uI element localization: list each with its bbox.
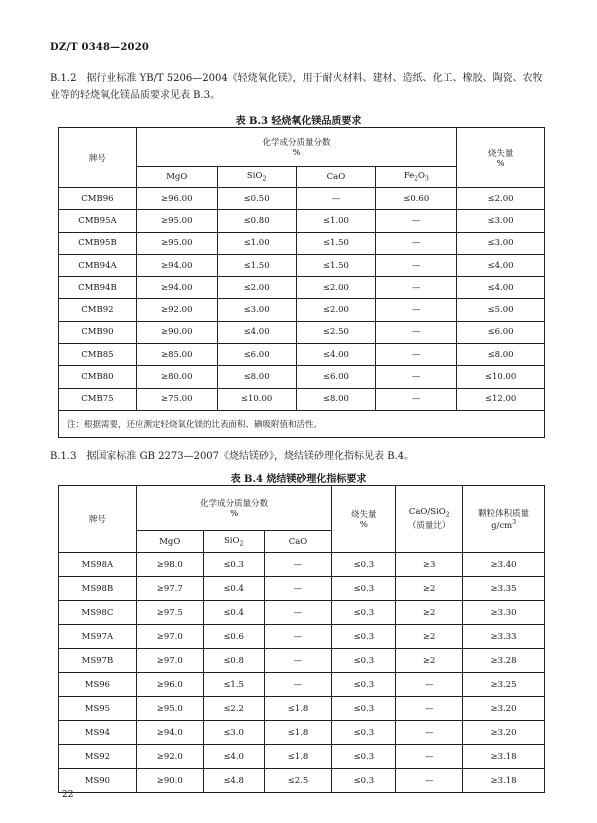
table-cell: ≤0.3 [332, 625, 396, 649]
table-cell: — [376, 232, 457, 254]
col-chem-group-header: 化学成分质量分数 % [136, 486, 332, 531]
table-cell: — [376, 366, 457, 388]
section-number: B.1.3 [50, 451, 77, 462]
table-cell: MS92 [59, 745, 137, 769]
table-cell: ≤0.60 [376, 188, 457, 210]
table-cell: MS98C [59, 601, 137, 625]
page-number: 22 [62, 790, 74, 800]
table-cell: ≤8.00 [296, 388, 376, 410]
table-cell: ≤6.00 [457, 321, 545, 343]
table-b4-caption: 表 B.4 烧结镁砂理化指标要求 [230, 474, 367, 485]
table-row [59, 673, 545, 697]
table-cell: ≤1.8 [264, 721, 332, 745]
table-row [59, 188, 545, 210]
section-number: B.1.2 [50, 73, 77, 84]
table-cell: ≤2.00 [296, 277, 376, 299]
table-cell: CMB92 [59, 299, 137, 321]
table-cell: ≥92.0 [136, 745, 203, 769]
table-cell: ≤12.00 [457, 388, 545, 410]
table-row [59, 577, 545, 601]
table-cell: ≤1.8 [264, 697, 332, 721]
col-brand-header: 牌号 [59, 486, 137, 553]
table-cell: ≤6.00 [296, 366, 376, 388]
table-cell: MS97A [59, 625, 137, 649]
table-cell: ≤3.0 [203, 721, 264, 745]
table-cell: ≤0.4 [203, 601, 264, 625]
table-cell: ≤0.3 [332, 697, 396, 721]
table-cell: ≤1.50 [296, 232, 376, 254]
table-row [59, 388, 545, 410]
table-cell: ≥97.7 [136, 577, 203, 601]
table-cell: ≤0.3 [332, 601, 396, 625]
table-cell: ≥75.00 [136, 388, 217, 410]
table-cell: ≥95.0 [136, 697, 203, 721]
table-row [59, 366, 545, 388]
col-ratio-header: CaO/SiO$_2$ （质量比） [396, 486, 463, 553]
table-cell: — [396, 673, 463, 697]
table-cell: ≤4.00 [457, 254, 545, 276]
table-cell: CMB95B [59, 232, 137, 254]
table-cell: ≥94.00 [136, 254, 217, 276]
table-cell: ≤0.4 [203, 577, 264, 601]
col-fe2o3-header: $Fe_2O_3$ [376, 167, 457, 188]
table-cell: — [264, 553, 332, 577]
table-cell: CMB94B [59, 277, 137, 299]
table-cell: — [296, 188, 376, 210]
table-row [59, 649, 545, 673]
table-cell: ≥3.20 [463, 697, 545, 721]
table-cell: — [396, 769, 463, 793]
table-cell: ≥97.0 [136, 649, 203, 673]
table-cell: CMB94A [59, 254, 137, 276]
table-cell: ≤0.3 [203, 553, 264, 577]
table-cell: ≥3.25 [463, 673, 545, 697]
table-cell: ≤0.50 [217, 188, 296, 210]
table-cell: ≥94.0 [136, 721, 203, 745]
table-b3-note: 注：根据需要，还应测定轻烧氧化镁的比表面积、碘吸附值和活性。 [59, 410, 545, 437]
table-row [59, 697, 545, 721]
col-sio2-header: SiO$_2$ [203, 531, 264, 553]
table-cell: — [376, 277, 457, 299]
table-row [59, 254, 545, 276]
table-cell: — [376, 321, 457, 343]
col-loss-header: 烧失量 % [332, 486, 396, 553]
document-header: DZ/T 0348—2020 [50, 42, 150, 53]
table-cell: ≥92.00 [136, 299, 217, 321]
table-cell: ≤4.00 [217, 321, 296, 343]
section-b-1-3 [50, 448, 550, 465]
table-b3-caption: 表 B.3 轻烧氧化镁品质要求 [235, 116, 362, 127]
table-cell: ≤10.00 [457, 366, 545, 388]
table-cell: ≥94.00 [136, 277, 217, 299]
table-cell: MS94 [59, 721, 137, 745]
table-cell: — [396, 721, 463, 745]
table-cell: — [264, 577, 332, 601]
table-cell: ≥97.0 [136, 625, 203, 649]
table-row [59, 299, 545, 321]
table-cell: ≥3.35 [463, 577, 545, 601]
table-cell: ≥85.00 [136, 344, 217, 366]
table-cell: ≥2 [396, 601, 463, 625]
table-cell: ≤1.00 [217, 232, 296, 254]
table-cell: ≥3.30 [463, 601, 545, 625]
table-cell: ≤0.3 [332, 745, 396, 769]
table-cell: — [376, 344, 457, 366]
table-cell: ≥96.0 [136, 673, 203, 697]
table-cell: ≥80.00 [136, 366, 217, 388]
table-cell: ≤2.2 [203, 697, 264, 721]
table-b4 [58, 485, 545, 793]
table-cell: ≥3.28 [463, 649, 545, 673]
table-cell: ≤2.5 [264, 769, 332, 793]
table-cell: ≤0.3 [332, 769, 396, 793]
table-cell: ≤1.50 [217, 254, 296, 276]
table-cell: ≤3.00 [457, 210, 545, 232]
col-cao-header: CaO [264, 531, 332, 553]
table-cell: ≤8.00 [217, 366, 296, 388]
table-cell: ≥95.00 [136, 210, 217, 232]
table-cell: — [264, 649, 332, 673]
table-cell: ≤0.80 [217, 210, 296, 232]
table-cell: CMB85 [59, 344, 137, 366]
table-row [59, 601, 545, 625]
table-cell: — [396, 697, 463, 721]
col-cao-header: CaO [296, 167, 376, 188]
col-loss-header: 烧失量 % [457, 128, 545, 188]
table-row [59, 344, 545, 366]
table-row [59, 769, 545, 793]
table-cell: ≤0.8 [203, 649, 264, 673]
col-density-header: 颗粒体积质量 $g/cm^3$ [463, 486, 545, 553]
table-cell: ≤10.00 [217, 388, 296, 410]
table-cell: MS98A [59, 553, 137, 577]
table-cell: — [264, 601, 332, 625]
table-cell: ≥3.33 [463, 625, 545, 649]
table-cell: ≤4.00 [296, 344, 376, 366]
table-b3 [58, 127, 545, 438]
table-cell: CMB90 [59, 321, 137, 343]
table-cell: ≤1.5 [203, 673, 264, 697]
table-cell: — [264, 625, 332, 649]
table-cell: ≥95.00 [136, 232, 217, 254]
table-cell: ≥3.40 [463, 553, 545, 577]
table-cell: ≤2.00 [296, 299, 376, 321]
table-row [59, 232, 545, 254]
table-cell: ≤0.3 [332, 721, 396, 745]
table-cell: ≤2.00 [217, 277, 296, 299]
table-cell: CMB96 [59, 188, 137, 210]
table-cell: ≤4.8 [203, 769, 264, 793]
table-row [59, 745, 545, 769]
table-cell: — [396, 745, 463, 769]
table-cell: ≥3.18 [463, 769, 545, 793]
table-cell: MS96 [59, 673, 137, 697]
table-cell: ≥97.5 [136, 601, 203, 625]
section-text: 据行业标准 YB/T 5206—2004《轻烧氧化镁》，用于耐火材料、建材、造纸、化工、橡胶、陶瓷、农牧业等的轻烧氧化镁品质要求见表 B.3。 [50, 73, 543, 101]
table-cell: ≤1.00 [296, 210, 376, 232]
table-row [59, 721, 545, 745]
table-cell: ≤8.00 [457, 344, 545, 366]
table-cell: ≥96.00 [136, 188, 217, 210]
table-cell: ≤0.3 [332, 649, 396, 673]
table-cell: MS97B [59, 649, 137, 673]
col-brand-header: 牌号 [59, 128, 137, 188]
table-cell: ≥90.00 [136, 321, 217, 343]
table-row [59, 321, 545, 343]
table-cell: MS95 [59, 697, 137, 721]
table-cell: — [264, 673, 332, 697]
table-cell: CMB75 [59, 388, 137, 410]
table-cell: ≥90.0 [136, 769, 203, 793]
table-row [59, 625, 545, 649]
table-cell: ≥3 [396, 553, 463, 577]
table-cell: — [376, 210, 457, 232]
col-sio2-header: SiO$_2$ [217, 167, 296, 188]
table-cell: ≤4.00 [457, 277, 545, 299]
table-cell: ≤2.50 [296, 321, 376, 343]
table-cell: ≤3.00 [457, 232, 545, 254]
table-cell: — [376, 254, 457, 276]
table-cell: ≥2 [396, 649, 463, 673]
table-cell: CMB95A [59, 210, 137, 232]
table-row [59, 553, 545, 577]
section-b-1-2 [50, 70, 550, 104]
table-cell: ≤0.6 [203, 625, 264, 649]
table-cell: CMB80 [59, 366, 137, 388]
table-cell: MS90 [59, 769, 137, 793]
table-cell: ≤1.50 [296, 254, 376, 276]
table-cell: ≥2 [396, 577, 463, 601]
table-cell: ≤1.8 [264, 745, 332, 769]
table-cell: ≤0.3 [332, 553, 396, 577]
table-row [59, 210, 545, 232]
table-cell: ≤3.00 [217, 299, 296, 321]
table-cell: ≤2.00 [457, 188, 545, 210]
col-mgo-header: MgO [136, 531, 203, 553]
section-text: 据国家标准 GB 2273—2007《烧结镁砂》，烧结镁砂理化指标见表 B.4。 [86, 451, 415, 462]
table-cell: MS98B [59, 577, 137, 601]
table-cell: ≥98.0 [136, 553, 203, 577]
table-cell: — [376, 388, 457, 410]
table-cell: ≤4.0 [203, 745, 264, 769]
table-cell: ≤0.3 [332, 673, 396, 697]
col-mgo-header: MgO [136, 167, 217, 188]
col-chem-group-header: 化学成分质量分数 % [136, 128, 456, 167]
table-cell: — [376, 299, 457, 321]
table-cell: ≥2 [396, 625, 463, 649]
table-cell: ≥3.18 [463, 745, 545, 769]
table-cell: ≥3.20 [463, 721, 545, 745]
table-cell: ≤0.3 [332, 577, 396, 601]
table-cell: ≤6.00 [217, 344, 296, 366]
table-row [59, 277, 545, 299]
table-cell: ≤5.00 [457, 299, 545, 321]
